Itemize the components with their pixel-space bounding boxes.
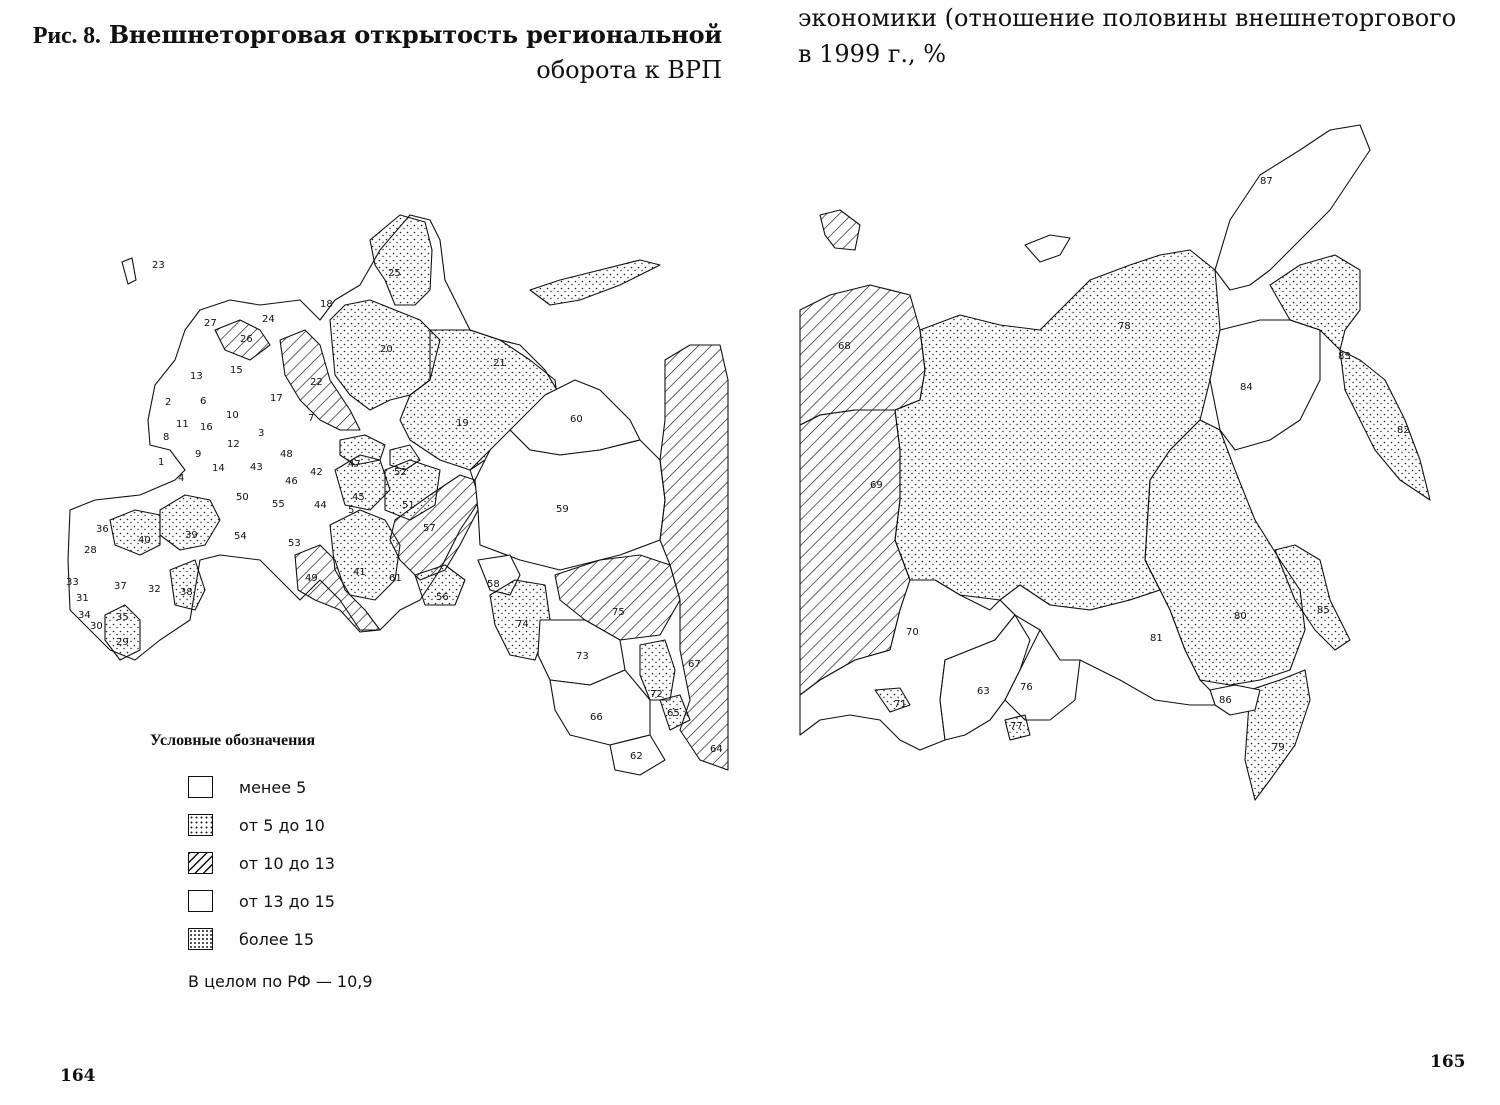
legend-label: менее 5 bbox=[239, 777, 307, 797]
label-80: 80 bbox=[1234, 611, 1247, 622]
figure-title-text: Внешнеторговая открытость региональной bbox=[108, 20, 722, 49]
label-79: 79 bbox=[1272, 742, 1285, 753]
label-82: 82 bbox=[1397, 425, 1410, 436]
label-15: 15 bbox=[230, 365, 243, 376]
label-7: 7 bbox=[308, 413, 315, 424]
label-11: 11 bbox=[176, 419, 189, 430]
region-82 bbox=[1340, 350, 1430, 500]
label-47: 47 bbox=[348, 459, 361, 470]
legend-item bbox=[188, 806, 480, 844]
label-85: 85 bbox=[1317, 605, 1330, 616]
label-6: 6 bbox=[200, 396, 207, 407]
label-58: 58 bbox=[487, 579, 500, 590]
label-32: 32 bbox=[148, 584, 161, 595]
label-55: 55 bbox=[272, 499, 285, 510]
label-67: 67 bbox=[688, 659, 701, 670]
label-70: 70 bbox=[906, 627, 919, 638]
legend-swatch-dense-dots bbox=[188, 928, 213, 950]
legend-swatch-diagonal-hatch bbox=[188, 852, 213, 874]
region-84 bbox=[1210, 320, 1320, 450]
label-75: 75 bbox=[612, 607, 625, 618]
label-16: 16 bbox=[200, 422, 213, 433]
label-20: 20 bbox=[380, 344, 393, 355]
label-14: 14 bbox=[212, 463, 225, 474]
region-68 bbox=[800, 285, 925, 425]
label-10: 10 bbox=[226, 410, 239, 421]
label-81: 81 bbox=[1150, 633, 1163, 644]
label-83: 83 bbox=[1338, 351, 1351, 362]
label-34: 34 bbox=[78, 610, 91, 621]
label-17: 17 bbox=[270, 393, 283, 404]
label-69: 69 bbox=[870, 480, 883, 491]
label-18: 18 bbox=[320, 299, 333, 310]
label-41: 41 bbox=[353, 567, 366, 578]
label-35: 35 bbox=[116, 612, 129, 623]
figure-title-line2: оборота к ВРП bbox=[536, 56, 722, 84]
figure-title-line2-cont: в 1999 г., % bbox=[798, 40, 947, 68]
figure-title-line1-cont: экономики (отношение половины внешнеторгового bbox=[798, 4, 1457, 32]
label-76: 76 bbox=[1020, 682, 1033, 693]
label-61: 61 bbox=[389, 573, 402, 584]
label-37: 37 bbox=[114, 581, 127, 592]
label-21: 21 bbox=[493, 358, 506, 369]
label-23: 23 bbox=[152, 260, 165, 271]
label-24: 24 bbox=[262, 314, 275, 325]
label-28: 28 bbox=[84, 545, 97, 556]
label-8: 8 bbox=[163, 432, 170, 443]
label-29: 29 bbox=[116, 637, 129, 648]
label-42: 42 bbox=[310, 467, 323, 478]
label-71: 71 bbox=[894, 699, 907, 710]
label-56: 56 bbox=[436, 592, 449, 603]
label-59: 59 bbox=[556, 504, 569, 515]
label-52: 52 bbox=[394, 467, 407, 478]
label-48: 48 bbox=[280, 449, 293, 460]
label-65: 65 bbox=[667, 708, 680, 719]
island-new-siberian bbox=[1025, 235, 1070, 262]
label-62: 62 bbox=[630, 751, 643, 762]
region-86 bbox=[1210, 685, 1260, 715]
label-33: 33 bbox=[66, 577, 79, 588]
label-12: 12 bbox=[227, 439, 240, 450]
label-43: 43 bbox=[250, 462, 263, 473]
label-27: 27 bbox=[204, 318, 217, 329]
label-86: 86 bbox=[1219, 695, 1232, 706]
label-3: 3 bbox=[258, 428, 265, 439]
label-68: 68 bbox=[838, 341, 851, 352]
legend-item bbox=[188, 920, 480, 958]
label-36: 36 bbox=[96, 524, 109, 535]
label-64: 64 bbox=[710, 744, 723, 755]
left-page bbox=[0, 0, 740, 1105]
legend-item bbox=[188, 882, 480, 920]
label-46: 46 bbox=[285, 476, 298, 487]
label-25: 25 bbox=[388, 268, 401, 279]
legend-item bbox=[188, 768, 480, 806]
label-44: 44 bbox=[314, 500, 327, 511]
label-72: 72 bbox=[650, 689, 663, 700]
label-19: 19 bbox=[456, 418, 469, 429]
page-number: 164 bbox=[60, 1066, 96, 1086]
legend-swatch-blank bbox=[188, 890, 213, 912]
island-severnaya-zemlya bbox=[820, 210, 860, 250]
label-39: 39 bbox=[185, 530, 198, 541]
figure-label: Рис. 8. bbox=[32, 23, 101, 49]
right-page bbox=[760, 0, 1500, 1105]
label-2: 2 bbox=[165, 397, 172, 408]
label-78: 78 bbox=[1118, 321, 1131, 332]
legend-label: от 5 до 10 bbox=[239, 815, 325, 835]
label-4: 4 bbox=[178, 473, 185, 484]
label-74: 74 bbox=[516, 619, 529, 630]
label-77: 77 bbox=[1010, 721, 1023, 732]
island-novaya-zemlya bbox=[530, 260, 660, 305]
legend-swatch-blank bbox=[188, 776, 213, 798]
page-number: 165 bbox=[1430, 1052, 1466, 1072]
region-38 bbox=[170, 560, 205, 610]
map-legend bbox=[150, 732, 480, 991]
label-63: 63 bbox=[977, 686, 990, 697]
label-30: 30 bbox=[90, 621, 103, 632]
legend-title: Условные обозначения bbox=[150, 732, 316, 749]
label-60: 60 bbox=[570, 414, 583, 425]
legend-total: В целом по РФ — 10,9 bbox=[188, 972, 373, 991]
label-73: 73 bbox=[576, 651, 589, 662]
label-22: 22 bbox=[310, 377, 323, 388]
legend-item bbox=[188, 844, 480, 882]
label-84: 84 bbox=[1240, 382, 1253, 393]
map-asian-russia bbox=[760, 0, 1500, 1105]
label-66: 66 bbox=[590, 712, 603, 723]
label-38: 38 bbox=[180, 587, 193, 598]
label-45: 45 bbox=[352, 492, 365, 503]
label-53: 53 bbox=[288, 538, 301, 549]
legend-label: от 13 до 15 bbox=[239, 891, 335, 911]
island-23 bbox=[122, 258, 136, 284]
label-49: 49 bbox=[305, 573, 318, 584]
label-5: 5 bbox=[348, 505, 355, 516]
label-1: 1 bbox=[158, 457, 165, 468]
label-26: 26 bbox=[240, 334, 253, 345]
legend-label: более 15 bbox=[239, 929, 315, 949]
label-87: 87 bbox=[1260, 176, 1273, 187]
label-13: 13 bbox=[190, 371, 203, 382]
label-57: 57 bbox=[423, 523, 436, 534]
label-31: 31 bbox=[76, 593, 89, 604]
label-51: 51 bbox=[402, 500, 415, 511]
label-9: 9 bbox=[195, 449, 202, 460]
legend-swatch-sparse-dots bbox=[188, 814, 213, 836]
legend-label: от 10 до 13 bbox=[239, 853, 335, 873]
label-54: 54 bbox=[234, 531, 247, 542]
label-50: 50 bbox=[236, 492, 249, 503]
label-40: 40 bbox=[138, 535, 151, 546]
